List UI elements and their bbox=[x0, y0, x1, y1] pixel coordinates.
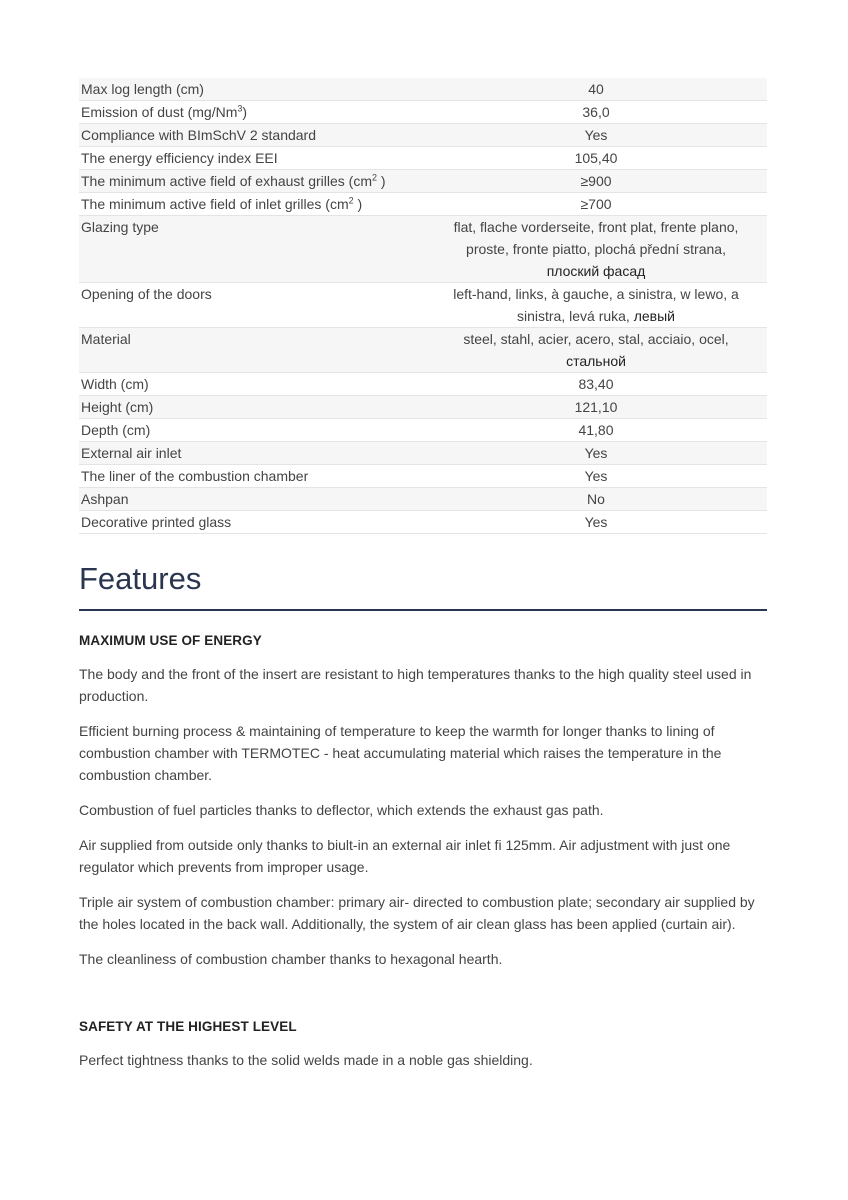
spec-value: 121,10 bbox=[427, 396, 767, 419]
spec-value bbox=[427, 283, 767, 328]
spec-row bbox=[79, 216, 767, 283]
spec-row bbox=[79, 101, 767, 124]
spec-row bbox=[79, 488, 767, 511]
spec-value-line: steel, stahl, acier, acero, stal, acciaio, ocel, bbox=[463, 331, 729, 347]
features-heading: Features bbox=[79, 560, 767, 611]
spec-value-line: proste, fronte piatto, plochá přední strana, bbox=[466, 241, 726, 257]
spec-label: Material bbox=[79, 328, 427, 373]
spec-label bbox=[79, 101, 427, 124]
spec-row bbox=[79, 419, 767, 442]
paragraph: Efficient burning process & maintaining of temperature to keep the warmth for longer thanks to lining of combustion chamber with TERMOTEC - heat accumulating material which raises the temperature in the combustion chamber. bbox=[79, 723, 722, 783]
spec-label: Compliance with BImSchV 2 standard bbox=[79, 124, 427, 147]
document-page bbox=[79, 78, 767, 1071]
spec-value: Yes bbox=[427, 442, 767, 465]
spec-value: 41,80 bbox=[427, 419, 767, 442]
spec-label-text: ) bbox=[353, 196, 363, 212]
spec-value-line: left-hand, links, à gauche, a sinistra, w lewo, a bbox=[453, 286, 739, 302]
spec-value: ≥900 bbox=[427, 170, 767, 193]
spec-value: 83,40 bbox=[427, 373, 767, 396]
paragraph: The cleanliness of combustion chamber thanks to hexagonal hearth. bbox=[79, 951, 503, 967]
paragraph: Perfect tightness thanks to the solid welds made in a noble gas shielding. bbox=[79, 1052, 533, 1068]
spec-label-text: The minimum active field of inlet grilles (cm bbox=[81, 196, 349, 212]
spec-label-superscript: 2 bbox=[348, 195, 354, 206]
spec-label-text: ) bbox=[242, 104, 248, 120]
spec-table bbox=[79, 78, 767, 534]
spec-row bbox=[79, 373, 767, 396]
spec-value-text: sinistra, levá ruka, bbox=[517, 308, 634, 324]
spec-label bbox=[79, 193, 427, 216]
spec-row bbox=[79, 511, 767, 534]
spec-label: The energy efficiency index EEI bbox=[79, 147, 427, 170]
spec-label: Max log length (cm) bbox=[79, 78, 427, 101]
section-heading-safety: SAFETY AT THE HIGHEST LEVEL bbox=[79, 1019, 297, 1034]
spec-value-cyrillic: стальной bbox=[566, 353, 626, 369]
spec-value-line bbox=[429, 350, 763, 372]
spec-value: Yes bbox=[427, 465, 767, 488]
spec-label: External air inlet bbox=[79, 442, 427, 465]
spec-row bbox=[79, 465, 767, 488]
spec-label-superscript: 3 bbox=[237, 103, 243, 114]
spec-label: Depth (cm) bbox=[79, 419, 427, 442]
spec-row bbox=[79, 283, 767, 328]
spec-value: 105,40 bbox=[427, 147, 767, 170]
spec-value: 36,0 bbox=[427, 101, 767, 124]
paragraph: The body and the front of the insert are resistant to high temperatures thanks to the high quality steel used in production. bbox=[79, 666, 752, 704]
spec-label-superscript: 2 bbox=[372, 172, 378, 183]
spec-row bbox=[79, 147, 767, 170]
spec-value: 40 bbox=[427, 78, 767, 101]
spec-label-text: The minimum active field of exhaust grilles (cm bbox=[81, 173, 372, 189]
section-heading-energy: MAXIMUM USE OF ENERGY bbox=[79, 633, 262, 648]
spec-row bbox=[79, 193, 767, 216]
spec-label: The liner of the combustion chamber bbox=[79, 465, 427, 488]
spec-value: ≥700 bbox=[427, 193, 767, 216]
spec-value bbox=[427, 328, 767, 373]
spec-value: Yes bbox=[427, 511, 767, 534]
spec-label-text: ) bbox=[377, 173, 386, 189]
spec-value-cyrillic: левый bbox=[633, 308, 675, 324]
spec-label: Glazing type bbox=[79, 216, 427, 283]
spec-label: Height (cm) bbox=[79, 396, 427, 419]
paragraph: Air supplied from outside only thanks to biult-in an external air inlet fi 125mm. Air adjustment with just one regulator which prevents from improper usage. bbox=[79, 837, 731, 875]
spec-label: Opening of the doors bbox=[79, 283, 427, 328]
spec-value-line bbox=[429, 305, 763, 327]
spec-label-text: Emission of dust (mg/Nm bbox=[81, 104, 238, 120]
spec-value: No bbox=[427, 488, 767, 511]
spec-row bbox=[79, 170, 767, 193]
paragraph: Combustion of fuel particles thanks to deflector, which extends the exhaust gas path. bbox=[79, 802, 604, 818]
spec-row bbox=[79, 328, 767, 373]
paragraph: Triple air system of combustion chamber: primary air- directed to combustion plate; secondary air supplied by the holes located in the back wall. Additionally, the system of air clean glass has been applied (curtain air). bbox=[79, 894, 755, 932]
spec-row bbox=[79, 78, 767, 101]
spec-value-line bbox=[429, 260, 763, 282]
spec-value bbox=[427, 216, 767, 283]
spec-row bbox=[79, 396, 767, 419]
spec-value: Yes bbox=[427, 124, 767, 147]
spec-label: Width (cm) bbox=[79, 373, 427, 396]
spec-value-line: flat, flache vorderseite, front plat, frente plano, bbox=[453, 219, 739, 235]
spec-label: Ashpan bbox=[79, 488, 427, 511]
spec-row bbox=[79, 442, 767, 465]
spec-label bbox=[79, 170, 427, 193]
spec-label: Decorative printed glass bbox=[79, 511, 427, 534]
spec-row bbox=[79, 124, 767, 147]
spec-value-cyrillic: плоский фасад bbox=[546, 263, 646, 279]
